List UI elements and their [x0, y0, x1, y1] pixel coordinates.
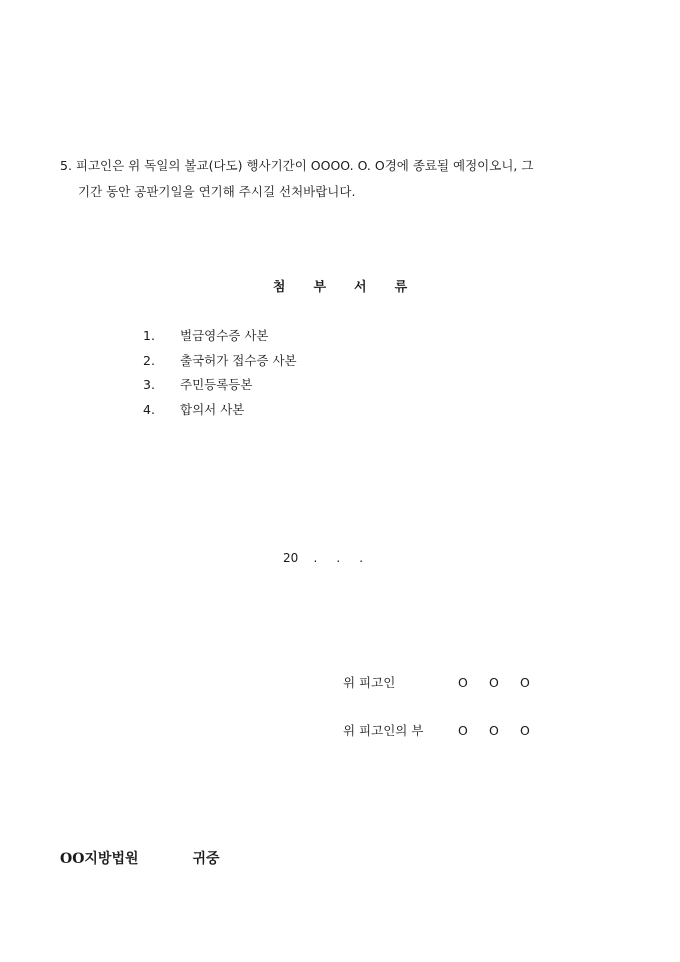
paragraph-line-1: 5. 피고인은 위 독일의 볼교(다도) 행사기간이 OOOO. O. O경에 종료될 예정이오니, 그	[60, 158, 534, 173]
list-item-text: 합의서 사본	[180, 401, 245, 417]
list-item	[143, 349, 297, 374]
court-addressee	[60, 848, 220, 868]
document-date: 20 . . .	[283, 551, 364, 565]
list-item	[143, 324, 297, 349]
court-suffix: 귀중	[192, 851, 220, 867]
signature-mark: O	[489, 675, 499, 690]
list-item-text: 출국허가 접수증 사본	[180, 352, 297, 368]
list-item	[143, 398, 297, 423]
list-item-number: 3.	[143, 377, 155, 392]
signature-mark: O	[458, 675, 468, 690]
list-item-number: 4.	[143, 401, 155, 417]
attachments-title-char: 서	[354, 280, 367, 295]
request-paragraph	[60, 153, 625, 205]
attachments-title	[0, 276, 680, 295]
list-item-text: 주민등록등본	[180, 377, 253, 392]
attachments-title-char: 첨	[272, 280, 286, 295]
signature-mark: O	[489, 723, 499, 738]
signature-marks	[458, 675, 551, 690]
list-item-number: 2.	[143, 352, 155, 368]
paragraph-line-2: 기간 동안 공판기일을 연기해 주시길 선처바랍니다.	[78, 184, 356, 199]
signature-defendant-father	[343, 721, 551, 739]
list-item	[143, 373, 297, 398]
signature-defendant	[343, 673, 551, 691]
court-name: OO지방법원	[60, 851, 139, 867]
list-item-text: 벌금영수증 사본	[180, 328, 269, 343]
signature-mark: O	[458, 723, 468, 738]
signature-mark: O	[520, 723, 530, 738]
attachments-title-char: 류	[394, 280, 408, 295]
attachments-title-char: 부	[313, 280, 326, 295]
signature-marks	[458, 723, 551, 738]
signature-mark: O	[520, 675, 530, 690]
signature-label: 위 피고인	[343, 675, 396, 690]
list-item-number: 1.	[143, 328, 155, 343]
signature-label: 위 피고인의 부	[343, 723, 424, 738]
attachments-list	[143, 324, 297, 422]
